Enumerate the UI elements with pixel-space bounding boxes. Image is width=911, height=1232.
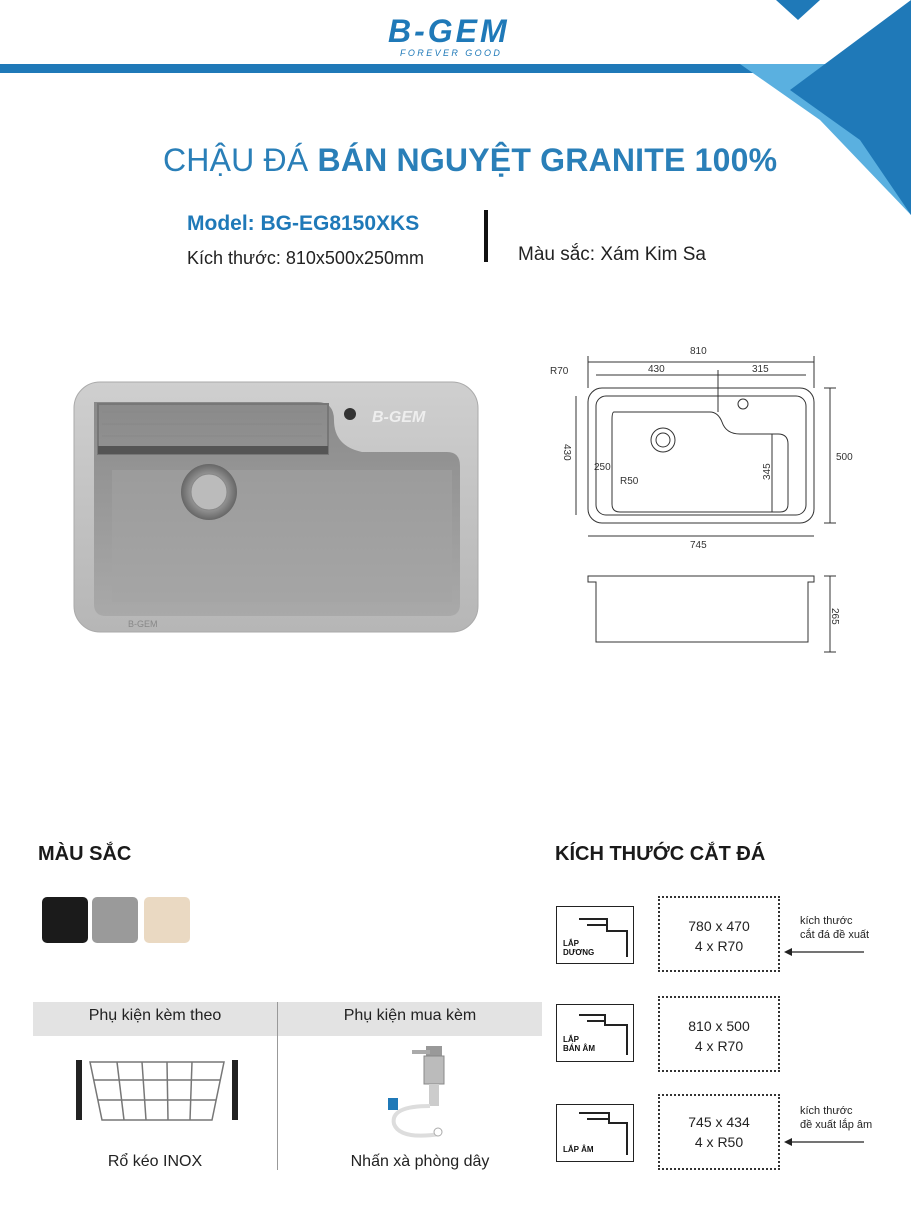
swatch-beige[interactable] <box>144 897 190 943</box>
product-title-normal: CHẬU ĐÁ <box>163 142 318 178</box>
arrow-top-icon <box>784 948 864 956</box>
mount-icon-top <box>556 906 634 964</box>
optional-title: Phụ kiện mua kèm <box>343 1007 477 1024</box>
brand-tagline: FOREVER GOOD <box>400 48 503 58</box>
dim-depth: 265 <box>829 608 840 625</box>
mount-semi-label-1: LẮP <box>563 1035 579 1044</box>
product-color: Màu sắc: Xám Kim Sa <box>518 244 706 265</box>
dim-inner-h: 430 <box>561 444 572 461</box>
dim-height: 500 <box>836 452 853 463</box>
cut-radius-top: 4 x R70 <box>694 938 744 954</box>
optional-item: Nhấn xà phòng dây <box>350 1153 490 1170</box>
product-size: Kích thước: 810x500x250mm <box>187 248 424 268</box>
swatch-black[interactable] <box>42 897 88 943</box>
note-top-1: kích thước <box>800 915 853 927</box>
soap-dispenser-image <box>380 1044 470 1144</box>
cut-radius-semi: 4 x R70 <box>694 1038 744 1054</box>
dim-width: 810 <box>690 346 707 357</box>
cut-box-under <box>658 1094 780 1170</box>
note-under-1: kích thước <box>800 1105 853 1117</box>
note-under <box>800 1104 872 1132</box>
cut-box-semi <box>658 996 780 1072</box>
dim-depth-seg: 345 <box>762 463 773 480</box>
mount-semi-label-2: BÁN ÂM <box>563 1044 595 1053</box>
product-title-bold: BÁN NGUYỆT GRANITE 100% <box>317 142 778 178</box>
mount-top-label-1: LẮP <box>563 939 579 948</box>
photo-logo: B-GEM <box>372 409 426 426</box>
cut-dim-top: 780 x 470 <box>688 918 750 934</box>
mount-icon-semi <box>556 1004 634 1062</box>
dim-inner-w: 250 <box>594 462 611 473</box>
cut-dim-semi: 810 x 500 <box>688 1018 750 1034</box>
cut-box-top <box>658 896 780 972</box>
technical-drawing <box>540 340 860 670</box>
product-title <box>163 142 777 179</box>
dim-left-seg: 430 <box>648 364 665 375</box>
mount-under-label: LẮP ÂM <box>563 1145 594 1154</box>
mount-icon-under <box>556 1104 634 1162</box>
cut-radius-under: 4 x R50 <box>694 1134 744 1150</box>
mount-top-label-2: DƯƠNG <box>563 948 595 957</box>
cut-dim-under: 745 x 434 <box>688 1114 750 1130</box>
sink-photo <box>72 380 482 635</box>
included-item: Rổ kéo INOX <box>107 1153 203 1170</box>
divider-bar <box>484 210 488 262</box>
basket-image <box>72 1050 242 1140</box>
brand-logo-text: B-GEM <box>388 13 510 49</box>
swatch-grey[interactable] <box>92 897 138 943</box>
dim-drain-r: R50 <box>620 476 639 487</box>
included-title: Phụ kiện kèm theo <box>88 1007 222 1024</box>
product-model: Model: BG-EG8150XKS <box>187 212 420 235</box>
colors-title: MÀU SẮC <box>38 843 132 865</box>
cut-size-title: KÍCH THƯỚC CẮT ĐÁ <box>555 843 766 865</box>
dim-bottom-w: 745 <box>690 540 707 551</box>
brand-logo <box>388 14 530 60</box>
arrow-under-icon <box>784 1138 864 1146</box>
dim-right-seg: 315 <box>752 364 769 375</box>
note-top <box>800 914 869 942</box>
note-top-2: cắt đá đề xuất <box>800 929 870 941</box>
photo-mark: B-GEM <box>128 619 158 629</box>
accessories-divider <box>277 1002 278 1170</box>
note-under-2: đề xuất lắp âm <box>800 1119 873 1131</box>
dim-radius: R70 <box>550 366 569 377</box>
